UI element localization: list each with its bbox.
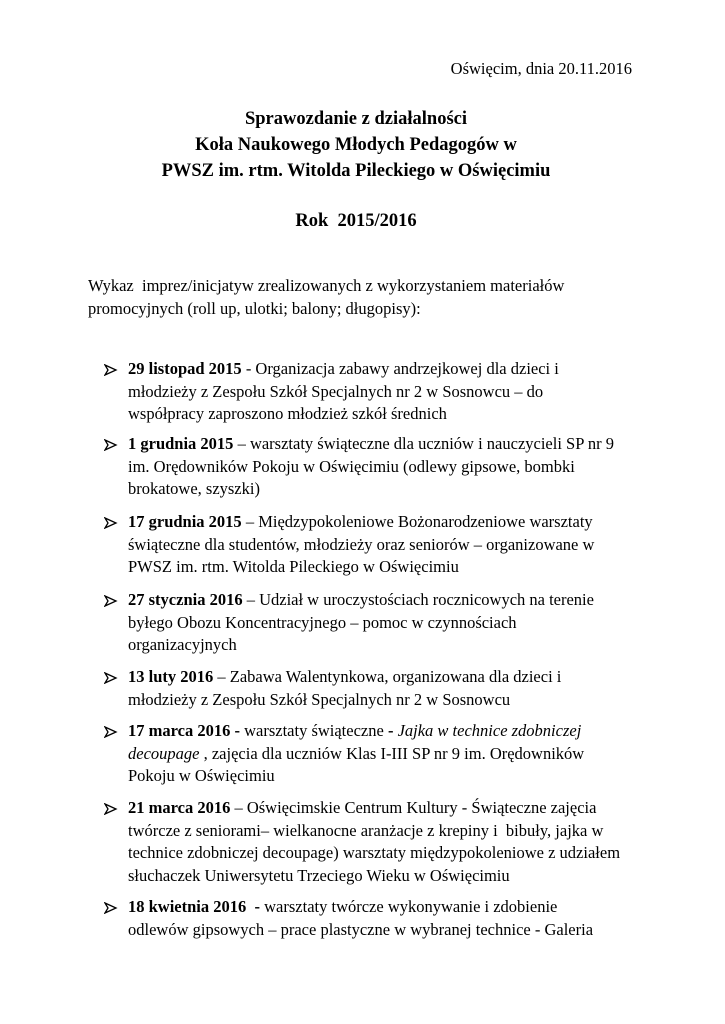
list-item: 29 listopad 2015 - Organizacja zabawy andrzejkowej dla dzieci i młodzieży z Zespołu Szkół Specjalnych nr 2 w Sosnowcu – do współpracy zaproszono młodzież szkół średnich: [104, 358, 644, 433]
list-item: 17 grudnia 2015 – Międzypokoleniowe Bożonarodzeniowe warsztaty świąteczne dla studentów, młodzieży oraz seniorów – organizowane w PWSZ im. rtm. Witolda Pileckiego w Oświęcimiu: [104, 511, 644, 589]
item-date: 27 stycznia 2016: [128, 590, 243, 609]
report-title: [0, 106, 712, 184]
list-item: 27 stycznia 2016 – Udział w uroczystościach rocznicowych na terenie byłego Obozu Koncentracyjnego – pomoc w czynnościach organizacyjnych: [104, 589, 644, 666]
title-line-1: Sprawozdanie z działalności: [244, 109, 467, 129]
list-item: 21 marca 2016 – Oświęcimskie Centrum Kultury - Świąteczne zajęcia twórcze z seniorami– wielkanocne aranżacje z krepiny i bibuły, jajka w technice zdobniczej decoupage) warsztaty międzypokoleniowe z udziałem słuchaczek Uniwersytetu Trzeciego Wieku w Oświęcimiu: [104, 797, 644, 896]
arrow-bullet-icon: [104, 439, 118, 451]
list-item: 13 luty 2016 – Zabawa Walentynkowa, organizowana dla dzieci i młodzieży z Zespołu Szkół Specjalnych nr 2 w Sosnowcu: [104, 666, 644, 720]
arrow-bullet-icon: [104, 672, 118, 684]
title-line-3: PWSZ im. rtm. Witolda Pileckiego w Oświęcimiu: [161, 161, 551, 181]
intro-line-1: Wykaz imprez/inicjatyw zrealizowanych z wykorzystaniem materiałów: [88, 276, 565, 295]
item-date: 13 luty 2016: [128, 667, 214, 686]
item-date: 17 marca 2016: [128, 721, 231, 740]
title-line-2: Koła Naukowego Młodych Pedagogów w: [195, 135, 517, 155]
item-date: 1 grudnia 2015: [128, 434, 234, 453]
intro-line-2: promocyjnych (roll up, ulotki; balony; długopisy):: [88, 298, 421, 318]
arrow-bullet-icon: [104, 726, 118, 738]
report-year: Rok 2015/2016: [295, 211, 417, 231]
list-item: 1 grudnia 2015 – warsztaty świąteczne dla uczniów i nauczycieli SP nr 9 im. Orędowników Pokoju w Oświęcimiu (odlewy gipsowe, bombki brokatowe, szyszki): [104, 433, 644, 511]
list-item: 17 marca 2016 - warsztaty świąteczne - Jajka w technice zdobniczej decoupage , zajęcia dla uczniów Klas I-III SP nr 9 im. Orędowników Pokoju w Oświęcimiu: [104, 720, 644, 797]
event-list: [104, 358, 644, 950]
arrow-bullet-icon: [104, 595, 118, 607]
item-date: 18 kwietnia 2016: [128, 897, 247, 916]
document-date: Oświęcim, dnia 20.11.2016: [450, 59, 632, 78]
arrow-bullet-icon: [104, 364, 118, 376]
arrow-bullet-icon: [104, 902, 118, 914]
item-date: 21 marca 2016: [128, 798, 231, 817]
arrow-bullet-icon: [104, 803, 118, 815]
arrow-bullet-icon: [104, 517, 118, 529]
item-date: 17 grudnia 2015: [128, 512, 242, 531]
intro-paragraph: [88, 275, 648, 320]
item-date: 29 listopad 2015: [128, 359, 242, 378]
list-item: 18 kwietnia 2016 - warsztaty twórcze wykonywanie i zdobienie odlewów gipsowych – prace plastyczne w wybranej technice - Galeria: [104, 896, 644, 950]
